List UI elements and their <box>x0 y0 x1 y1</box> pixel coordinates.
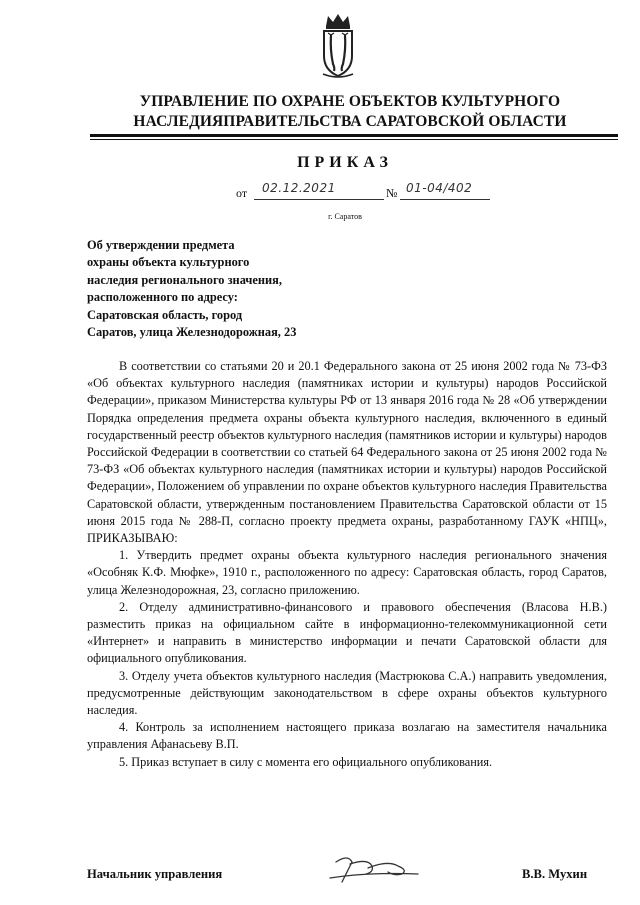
document-subject <box>87 237 387 341</box>
subject-line: Об утверждении предмета <box>87 238 235 252</box>
saratov-coat-of-arms-icon <box>318 12 358 80</box>
subject-line: Саратов, улица Железнодорожная, 23 <box>87 325 297 340</box>
subject-line: расположенного по адресу: <box>87 290 238 305</box>
header-rule-thin <box>90 139 618 140</box>
subject-line: Саратовская область, город <box>87 307 243 322</box>
body-paragraph-item-5: 5. Приказ вступает в силу с момента его официального опубликования. <box>119 754 493 769</box>
organization-title-line-1: УПРАВЛЕНИЕ ПО ОХРАНЕ ОБЪЕКТОВ КУЛЬТУРНОГО <box>139 93 561 110</box>
document-type: ПРИКАЗ <box>297 154 393 171</box>
subject-line: охраны объекта культурного <box>87 255 250 270</box>
date-label: от <box>236 186 248 200</box>
subject-line: наследия регионального значения, <box>87 272 282 287</box>
city: г. Саратов <box>328 212 362 221</box>
number-label: № <box>386 186 398 200</box>
document-body <box>87 358 607 771</box>
organization-title-line-2: НАСЛЕДИЯПРАВИТЕЛЬСТВА САРАТОВСКОЙ ОБЛАСТИ <box>133 113 567 130</box>
organization-title <box>80 92 620 132</box>
date-value: 02.12.2021 <box>262 181 336 195</box>
body-paragraph-item-1: 1. Утвердить предмет охраны объекта культурного наследия регионального значения «Особняк К.Ф. Мюфке», 1910 г., расположенного по адресу: Саратовская область, город Саратов, улица Железнодорожная, 23, согласно приложению. <box>87 548 607 597</box>
signatory-title: Начальник управления <box>87 867 223 881</box>
body-paragraph-preamble: В соответствии со статьями 20 и 20.1 Федерального закона от 25 июня 2002 года № 73-ФЗ «Об объектах культурного наследия (памятниках истории и культуры) народов Российской Федерации», приказом Министерства культуры РФ от 13 января 2016 года № 28 «Об утверждении Порядка определения предмета охраны объекта культурного наследия, включенного в единый государственный реестр объектов культурного наследия (памятников истории и культуры) народов Российской Федерации в соответствии со статьей 64 Федерального закона от 25 июня 2002 года № 73-ФЗ «Об объектах культурного наследия (памятниках истории и культуры) народов Российской Федерации», Положением об управлении по охране объектов культурного наследия Правительства Саратовской области, утвержденным постановлением Правительства Саратовской области от 15 июня 2015 года № 288-П, согласно проекту предмета охраны, разработанному ГАУК «НПЦ», ПРИКАЗЫВАЮ: <box>87 359 607 546</box>
signatory-name: В.В. Мухин <box>522 867 588 881</box>
handwritten-signature-icon <box>328 852 424 886</box>
date-underline <box>254 199 384 200</box>
header-rule-thick <box>90 134 618 137</box>
number-underline <box>400 199 490 200</box>
body-paragraph-item-4: 4. Контроль за исполнением настоящего приказа возлагаю на заместителя начальника управления Афанасьеву В.П. <box>87 720 607 752</box>
body-paragraph-item-3: 3. Отделу учета объектов культурного наследия (Мастрюкова С.А.) направить уведомления, предусмотренные действующим законодательством в сфере охраны объектов культурного наследия. <box>87 668 607 718</box>
number-value: 01-04/402 <box>406 181 473 195</box>
body-paragraph-item-2: 2. Отделу административно-финансового и правового обеспечения (Власова Н.В.) разместить приказ на официальном сайте в информационно-телекоммуникационной сети «Интернет» и направить в министерство информации и печати Саратовской области для официального опубликования. <box>87 599 607 666</box>
